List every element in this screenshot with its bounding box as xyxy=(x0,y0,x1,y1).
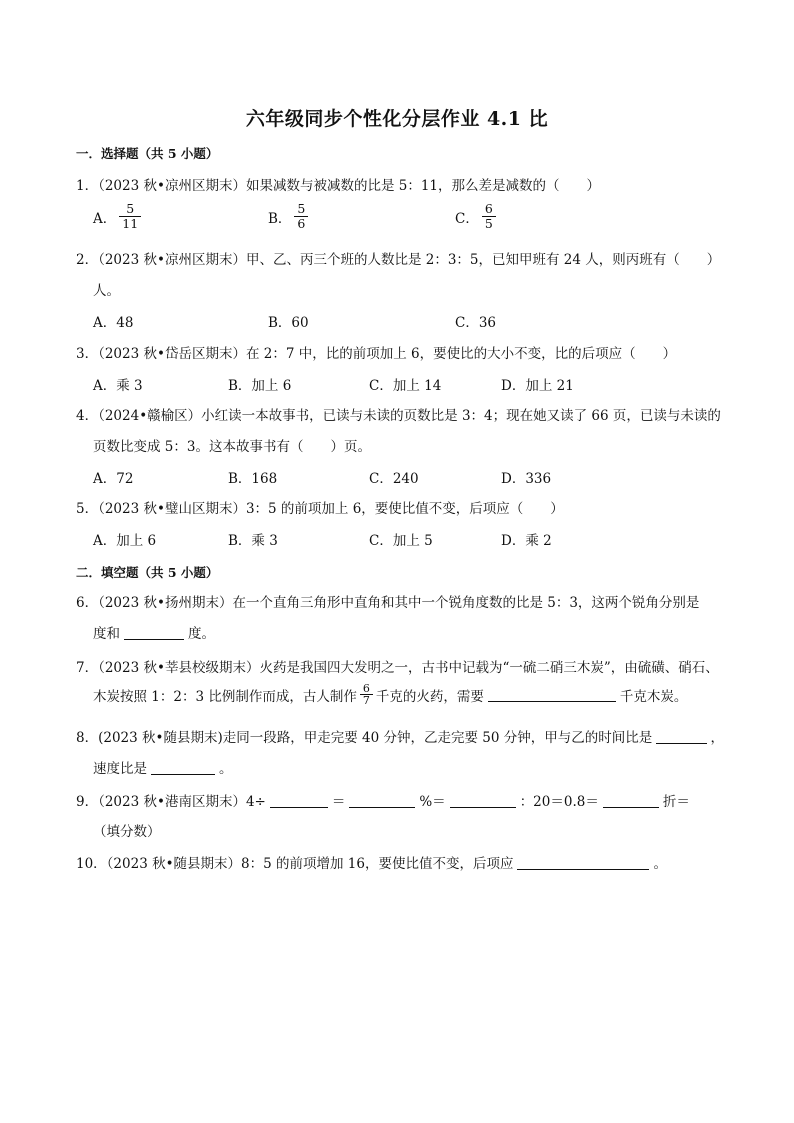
question-4-line-2: 页数比变成 5：3。这本故事书有（ ）页。 xyxy=(93,439,371,455)
answer-blank[interactable] xyxy=(151,760,215,775)
numerator: 5 xyxy=(297,201,306,216)
text: 10．（2023 秋•随县期末）8：5 的前项增加 16，要使比值不变，后项应 xyxy=(76,856,514,872)
question-8-line-2 xyxy=(93,757,741,777)
numerator: 6 xyxy=(362,682,370,695)
answer-blank[interactable] xyxy=(349,793,415,808)
answer-blank[interactable] xyxy=(450,793,516,808)
question-5: 5．（2023 秋•璧山区期末）3：5 的前项加上 6，要使比值不变，后项应（ ） xyxy=(76,501,564,517)
answer-blank[interactable] xyxy=(656,729,706,744)
answer-blank[interactable] xyxy=(270,793,328,808)
text: 。 xyxy=(219,761,233,777)
option-c: C．36 xyxy=(455,315,497,331)
question-7-line-1: 7．（2023 秋•莘县校级期末）火药是我国四大发明之一，古书中记载为“一硫二硝三木炭”，由硫磺、硝石、 xyxy=(76,660,719,676)
text: 8．(2023 秋•随县期末)走同一段路，甲走完要 40 分钟，乙走完要 50 分钟，甲与乙的时间比是 xyxy=(76,730,653,746)
text: ＝ xyxy=(331,794,346,810)
numerator: 6 xyxy=(484,201,493,216)
text: 9．（2023 秋•港南区期末）4÷ xyxy=(76,794,266,810)
denominator: 7 xyxy=(362,694,370,707)
text: %＝ xyxy=(419,794,446,810)
fraction xyxy=(482,202,496,231)
text: 千克的火药，需要 xyxy=(375,688,484,705)
option-c: C．240 xyxy=(369,471,419,487)
option-d: D．乘 2 xyxy=(501,533,552,549)
question-1: 1．（2023 秋•凉州区期末）如果减数与被减数的比是 5：11，那么差是减数的（ ） xyxy=(76,178,601,194)
question-5-options xyxy=(93,529,733,565)
option-a: A．加上 6 xyxy=(93,533,157,549)
fraction xyxy=(119,202,141,231)
question-9-line-1 xyxy=(76,790,724,810)
option-letter: B． xyxy=(268,210,292,227)
option-a xyxy=(93,202,144,231)
page-title: 六年级同步个性化分层作业 4.1 比 xyxy=(245,108,549,130)
denominator: 5 xyxy=(484,216,493,231)
text: ：20＝0.8＝ xyxy=(519,794,599,810)
section-heading-fill: 二．填空题（共 5 小题） xyxy=(76,565,219,580)
option-a: A．48 xyxy=(93,315,134,331)
option-letter: C． xyxy=(455,210,479,227)
text: 千克木炭。 xyxy=(619,688,688,705)
option-b: B．60 xyxy=(268,315,309,331)
option-d: D．336 xyxy=(501,471,552,487)
text: ， xyxy=(710,730,724,746)
option-c: C．加上 14 xyxy=(369,378,442,394)
option-letter: A． xyxy=(93,210,117,227)
text: 。 xyxy=(653,856,667,872)
question-1-options xyxy=(93,202,733,238)
text: 木炭按照 1：2：3 比例制作而成，古人制作 xyxy=(93,688,357,705)
answer-blank[interactable] xyxy=(124,625,184,640)
option-b: B．加上 6 xyxy=(228,378,292,394)
question-9-line-2: （填分数） xyxy=(93,824,161,840)
question-2-line-2: 人。 xyxy=(93,283,120,299)
fraction xyxy=(294,202,308,231)
question-10 xyxy=(76,852,724,872)
option-b: B．168 xyxy=(228,471,278,487)
fraction xyxy=(360,683,373,706)
option-c xyxy=(455,202,499,231)
answer-blank[interactable] xyxy=(488,687,616,702)
question-6-line-1: 6．（2023 秋•扬州期末）在一个直角三角形中直角和其中一个锐角度数的比是 5：3，这两个锐角分别是 xyxy=(76,595,700,611)
text: 度和 xyxy=(93,626,120,642)
option-a: A．乘 3 xyxy=(93,378,143,394)
answer-blank[interactable] xyxy=(603,793,659,808)
question-3: 3．（2023 秋•岱岳区期末）在 2：7 中，比的前项加上 6，要使比的大小不变，比的后项应（ ） xyxy=(76,346,677,362)
question-4-line-1: 4．（2024•赣榆区）小红读一本故事书，已读与未读的页数比是 3：4；现在她又读了 66 页，已读与未读的 xyxy=(76,408,721,424)
answer-blank[interactable] xyxy=(517,855,649,870)
question-7-line-2 xyxy=(93,683,741,706)
option-c: C．加上 5 xyxy=(369,533,433,549)
option-d: D．加上 21 xyxy=(501,378,574,394)
question-2-line-1: 2．（2023 秋•凉州区期末）甲、乙、丙三个班的人数比是 2：3：5，已知甲班有 24 人，则丙班有（ ） xyxy=(76,252,721,268)
numerator: 5 xyxy=(126,201,135,216)
question-8-line-1 xyxy=(76,726,724,746)
denominator: 6 xyxy=(297,216,306,231)
question-6-line-2 xyxy=(93,622,741,642)
text: 折＝ xyxy=(662,794,690,810)
denominator: 11 xyxy=(122,216,139,231)
text: 速度比是 xyxy=(93,761,147,777)
option-b xyxy=(268,202,311,231)
option-b: B．乘 3 xyxy=(228,533,278,549)
text: 度。 xyxy=(188,626,215,642)
section-heading-choice: 一．选择题（共 5 小题） xyxy=(76,146,219,161)
option-a: A．72 xyxy=(93,471,134,487)
